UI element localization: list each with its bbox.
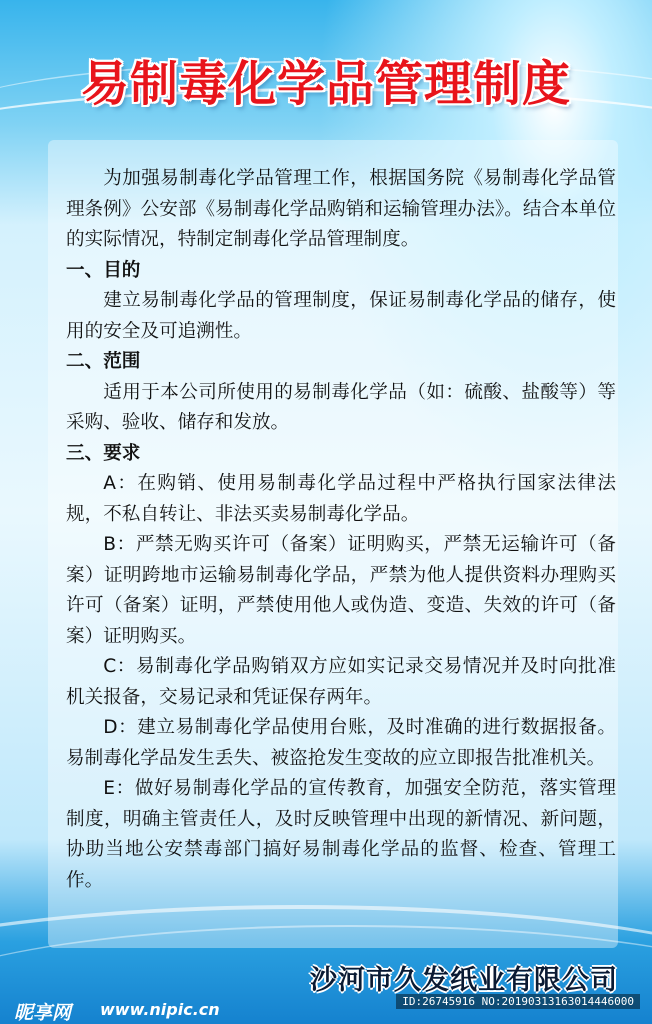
watermark-bar <box>0 992 652 1024</box>
section-heading-scope: 二、范围 <box>66 351 141 372</box>
requirement-item-e: E：做好易制毒化学品的宣传教育，加强安全防范，落实管理制度，明确主管责任人，及时反映管理中出现的新情况、新问题，协助当地公安禁毒部门搞好易制毒化学品的监督、检查、管理工作。 <box>66 778 616 891</box>
regulation-text <box>66 164 616 896</box>
requirement-item-b: B：严禁无购买许可（备案）证明购买，严禁无运输许可（备案）证明跨地市运输易制毒化学品，严禁为他人提供资料办理购买许可（备案）证明，严禁使用他人或伪造、变造、失效的许可（备案）证明购买。 <box>66 534 616 647</box>
requirement-item-d: D：建立易制毒化学品使用台账，及时准确的进行数据报备。易制毒化学品发生丢失、被盗抢发生变故的应立即报告批准机关。 <box>66 717 616 769</box>
section-body-purpose: 建立易制毒化学品的管理制度，保证易制毒化学品的储存，使用的安全及可追溯性。 <box>66 290 616 342</box>
poster-title: 易制毒化学品管理制度 <box>80 56 571 112</box>
watermark-id: ID:26745916 NO:20190313163014446000 <box>396 994 640 1009</box>
watermark-logo: 昵享网 <box>14 1002 72 1024</box>
requirement-item-c: C：易制毒化学品购销双方应如实记录交易情况并及时向批准机关报备，交易记录和凭证保存两年。 <box>66 656 616 708</box>
section-body-scope: 适用于本公司所使用的易制毒化学品（如：硫酸、盐酸等）等采购、验收、储存和发放。 <box>66 381 616 433</box>
section-heading-purpose: 一、目的 <box>66 259 141 281</box>
requirement-item-a: A：在购销、使用易制毒化学品过程中严格执行国家法律法规，不私自转让、非法买卖易制毒化学品。 <box>66 473 616 525</box>
intro-paragraph: 为加强易制毒化学品管理工作，根据国务院《易制毒化学品管理条例》公安部《易制毒化学品购销和运输管理办法》。结合本单位的实际情况，特制定制毒化学品管理制度。 <box>66 168 616 250</box>
section-heading-requirements: 三、要求 <box>66 442 141 464</box>
watermark-site: www.nipic.cn <box>100 1000 220 1019</box>
company-name: 沙河市久发纸业有限公司 <box>310 965 618 996</box>
